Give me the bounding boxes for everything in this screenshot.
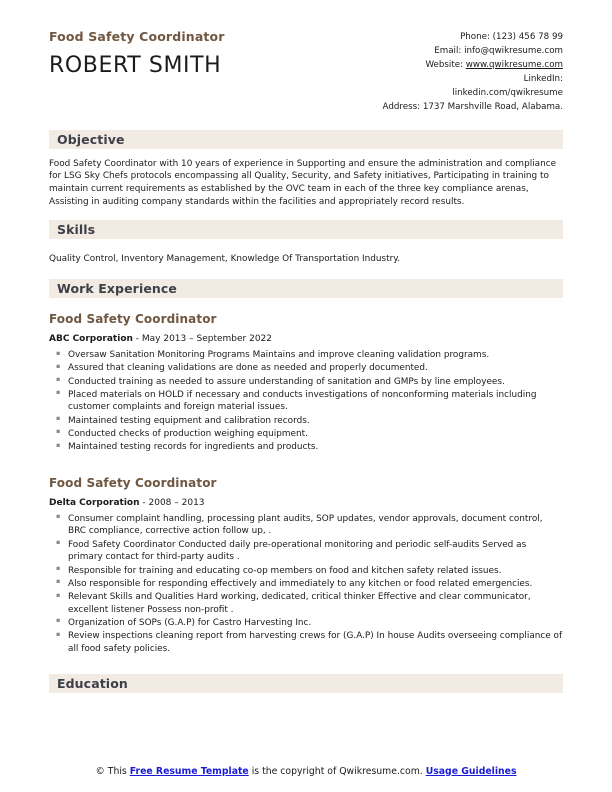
contact-block xyxy=(383,27,563,115)
section-title-objective: Objective xyxy=(57,131,125,147)
section-title-education: Education xyxy=(57,676,128,692)
job-bullet: ▪ Review inspections cleaning report from harvesting crews for (G.A.P) In house Audits overseeing compliance of all food safety policies. xyxy=(49,630,563,655)
contact-address: Address: 1737 Marshville Road, Alabama. xyxy=(382,102,563,113)
contact-phone: Phone: (123) 456 78 99 xyxy=(460,32,563,42)
job-company: ABC Corporation xyxy=(49,334,133,345)
job-bullet: ▪ Organization of SOPs (G.A.P) for Castro Harvesting Inc. xyxy=(49,617,563,630)
candidate-name: ROBERT SMITH xyxy=(49,53,222,78)
job-bullet: ▪ Food Safety Coordinator Conducted daily pre-operational monitoring and periodic self-audits Served as primary contact for third-party audits . xyxy=(49,539,563,564)
section-header-skills xyxy=(49,220,563,239)
job-bullet: ▪ Placed materials on HOLD if necessary and conducts investigations of nonconforming materials including customer complaints and foreign material issues. xyxy=(49,389,563,414)
section-header-work-experience xyxy=(49,279,563,298)
contact-email: Email: info@qwikresume.com xyxy=(434,46,563,57)
free-resume-template-link[interactable]: Free Resume Template xyxy=(129,765,249,777)
job-title: Food Safety Coordinator xyxy=(49,475,217,490)
copyright-symbol: © xyxy=(95,765,105,777)
job-bullet: ▪ Consumer complaint handling, processing plant audits, SOP updates, vendor approvals, document control, BRC compliance, corrective action follow up, . xyxy=(49,513,563,538)
section-header-education xyxy=(49,674,563,693)
job-bullet: ▪ Oversaw Sanitation Monitoring Programs Maintains and improve cleaning validation programs. xyxy=(49,349,563,362)
job-title: Food Safety Coordinator xyxy=(49,312,217,327)
job-entry xyxy=(49,476,563,656)
job-dates: - 2008 – 2013 xyxy=(142,497,205,508)
contact-website xyxy=(383,58,563,72)
job-bullet: ▪ Maintained testing records for ingredients and products. xyxy=(49,441,563,454)
contact-website-link[interactable]: www.qwikresume.com xyxy=(465,60,563,71)
job-bullet: ▪ Maintained testing equipment and calibration records. xyxy=(49,415,563,428)
header-identity xyxy=(49,27,225,78)
job-bullet: ▪ Also responsible for responding effectively and immediately to any kitchen or food related emergencies. xyxy=(49,578,563,591)
section-title-work-experience: Work Experience xyxy=(57,281,177,297)
contact-website-label: Website: xyxy=(425,60,463,71)
resume-header xyxy=(49,0,563,115)
job-bullet: ▪ Responsible for training and educating co-op members on food and kitchen safety related issues. xyxy=(49,565,563,578)
skills-text: Quality Control, Inventory Management, Knowledge Of Transportation Industry. xyxy=(49,254,401,265)
job-bullets xyxy=(49,349,563,454)
footer-middle: is the copyright of Qwikresume.com. xyxy=(251,765,423,777)
contact-linkedin-url[interactable]: linkedin.com/qwikresume xyxy=(452,88,563,99)
footer-copyright xyxy=(0,765,612,778)
role-tagline: Food Safety Coordinator xyxy=(49,29,225,44)
job-bullet: ▪ Conducted checks of production weighing equipment. xyxy=(49,428,563,441)
job-bullet: ▪ Assured that cleaning validations are done as needed and properly documented. xyxy=(49,362,563,375)
footer-prefix: This xyxy=(107,765,127,777)
job-entry xyxy=(49,312,563,454)
usage-guidelines-link[interactable]: Usage Guidelines xyxy=(425,765,517,777)
job-company: Delta Corporation xyxy=(49,497,140,508)
job-dates: - May 2013 – September 2022 xyxy=(135,334,272,345)
objective-text: Food Safety Coordinator with 10 years of experience in Supporting and ensure the administration and compliance for LSG Sky Chefs protocols encompassing all Quality, Security, and Safety initiatives, Participating in training to maintain current requirements as established by the OVC team in each of the three key compliance arenas, Assisting in auditing company standards within the facilities and appropriately record results. xyxy=(49,158,557,208)
job-bullets xyxy=(49,513,563,656)
contact-linkedin-label: LinkedIn: xyxy=(523,74,563,85)
job-bullet: ▪ Relevant Skills and Qualities Hard working, dedicated, critical thinker Effective and clear communicator, excellent listener Possess non-profit . xyxy=(49,591,563,616)
job-bullet: ▪ Conducted training as needed to assure understanding of sanitation and GMPs by line employees. xyxy=(49,376,563,389)
section-title-skills: Skills xyxy=(57,222,96,238)
job-meta xyxy=(49,334,563,344)
job-meta xyxy=(49,498,563,508)
section-header-objective xyxy=(49,130,563,149)
